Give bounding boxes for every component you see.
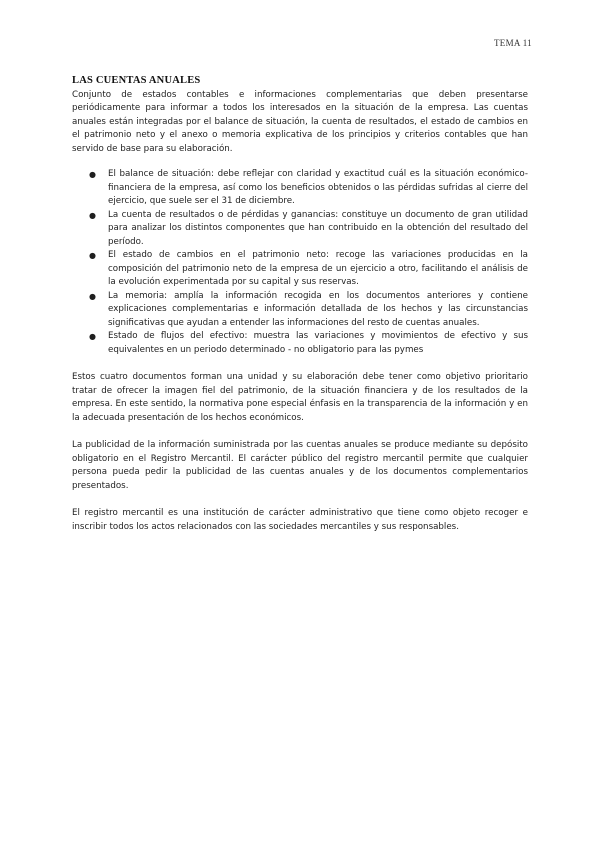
registro-paragraph: El registro mercantil es una institución de carácter administrativo que tiene como objeto recoger e inscribir todos los actos relacionados con las sociedades mercantiles y sus responsables. <box>72 508 528 532</box>
bullet-icon: ● <box>89 332 96 341</box>
page-content <box>72 74 528 534</box>
intro-paragraph: Conjunto de estados contables e informaciones complementarias que deben presentarse periódicamente para informar a todos los interesados en la situación de la empresa. Las cuentas anuales están integradas por el balance de situación, la cuenta de resultados, el estado de cambios en el patrimonio neto y el anexo o memoria explicativa de los principios y criterios contables que han servido de base para su elaboración. <box>72 89 528 154</box>
list-item <box>89 168 528 209</box>
cuentas-anuales-list <box>72 168 528 357</box>
bullet-icon: ● <box>89 170 96 179</box>
publicidad-paragraph: La publicidad de la información suministrada por las cuentas anuales se produce mediante su depósito obligatorio en el Registro Mercantil. El carácter público del registro mercantil permite que cualquier persona pueda pedir la publicidad de las cuentas anuales y de los documentos complementarios presentados. <box>72 440 528 491</box>
bullet-icon: ● <box>89 291 96 301</box>
list-item <box>89 249 528 290</box>
page-header-tema: TEMA 11 <box>493 38 532 48</box>
bullet-icon: ● <box>89 210 96 220</box>
list-item-text: El balance de situación: debe reflejar con claridad y exactitud cuál es la situación económico-financiera de la empresa, así como los beneficios obtenidos o las pérdidas sufridas al cierre del ejercicio, que suele ser el 31 de diciembre. <box>108 169 528 206</box>
unidad-paragraph: Estos cuatro documentos forman una unidad y su elaboración debe tener como objetivo prioritario tratar de ofrecer la imagen fiel del patrimonio, de la situación financiera y de los resultados de la empresa. En este sentido, la normativa pone especial énfasis en la transparencia de la información y en la adecuada presentación de los hechos económicos. <box>72 372 528 423</box>
list-item-text: La cuenta de resultados o de pérdidas y ganancias: constituye un documento de gran utilidad para analizar los distintos componentes que han contribuido en la obtención del resultado del período. <box>108 209 528 247</box>
list-item <box>89 290 528 331</box>
section-title: LAS CUENTAS ANUALES <box>72 75 201 86</box>
list-item-text: La memoria: amplía la información recogida en los documentos anteriores y contiene explicaciones complementarias e información detallada de los hechos y las circunstancias significativas que ayudan a entender las informaciones del resto de cuentas anuales. <box>108 290 528 328</box>
list-item-text: Estado de flujos del efectivo: muestra las variaciones y movimientos de efectivo y sus equivalentes en un periodo determinado - no obligatorio para las pymes <box>108 331 528 355</box>
list-item <box>89 330 528 357</box>
spacer <box>72 493 528 507</box>
list-item <box>89 209 528 250</box>
bullet-icon: ● <box>89 251 96 260</box>
list-item-text: El estado de cambios en el patrimonio neto: recoge las variaciones producidas en la composición del patrimonio neto de la empresa de un ejercicio a otro, facilitando el análisis de la evolución experimentada por su capital y sus reservas. <box>108 250 528 287</box>
spacer <box>72 425 528 439</box>
